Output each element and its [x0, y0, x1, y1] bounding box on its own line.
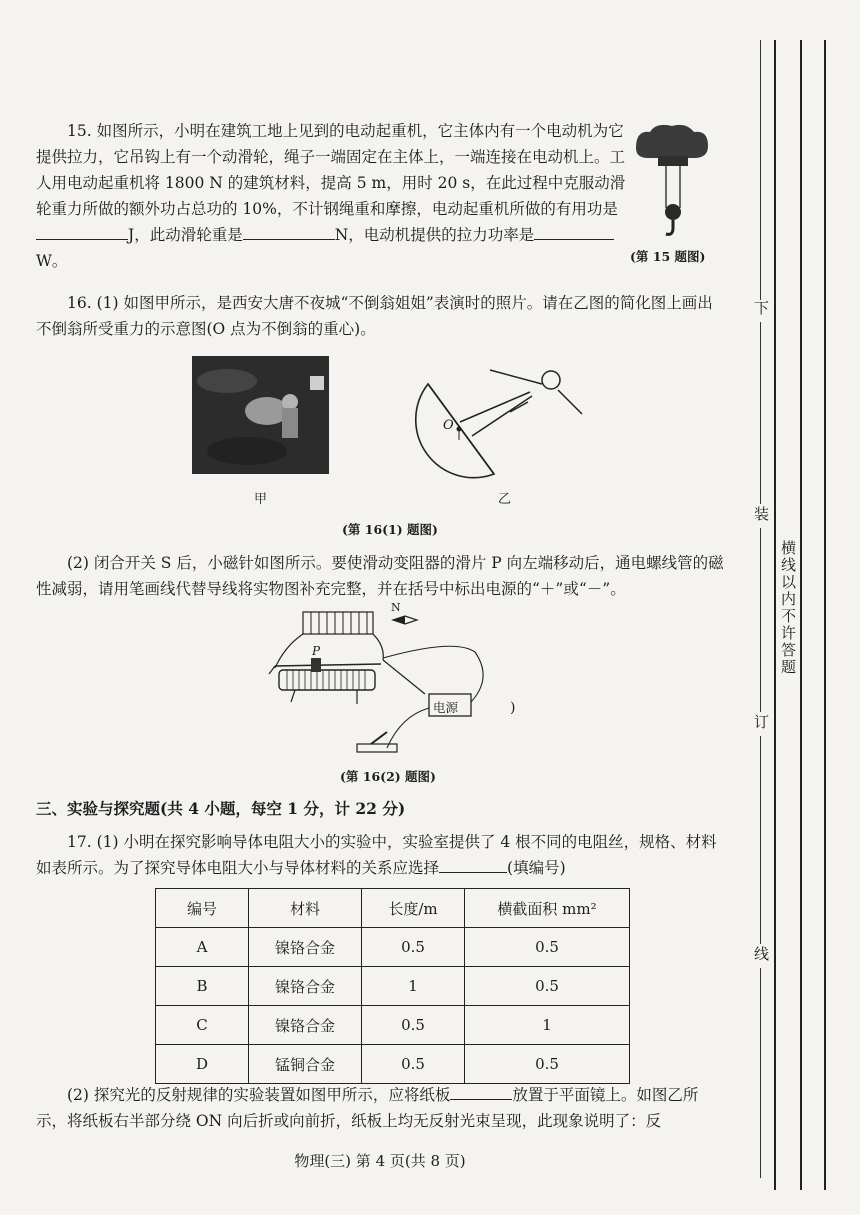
binding-line-lower-mid	[760, 736, 761, 944]
photo-jia	[192, 356, 329, 474]
n-label: N	[391, 601, 401, 614]
q15-text-c: N，电动机提供的拉力功率是	[334, 226, 535, 244]
cell-area: 0.5	[465, 928, 630, 967]
q16-part1-text: 16. (1) 如图甲所示，是西安大唐不夜城“不倒翁姐姐”表演时的照片。请在乙图的简化图上画出不倒翁所受重力的示意图(O 点为不倒翁的重心)。	[36, 294, 713, 338]
p-label: P	[312, 644, 321, 658]
binding-line-bottom	[760, 968, 761, 1178]
q16-2-caption: (第 16(2) 题图)	[340, 769, 436, 784]
margin-rule-2	[800, 40, 802, 1190]
cell-area: 0.5	[465, 967, 630, 1006]
cell-length: 0.5	[362, 1006, 465, 1045]
question-17-part-1	[36, 829, 726, 881]
section-3-heading: 三、实验与探究题(共 4 小题，每空 1 分，计 22 分)	[36, 799, 406, 818]
q15-text-b: J，此动滑轮重是	[128, 226, 243, 244]
q15-caption: (第 15 题图)	[630, 249, 706, 264]
q17-blank-1[interactable]	[439, 858, 507, 873]
margin-xia: 下	[752, 300, 770, 315]
q16-1-caption: (第 16(1) 题图)	[342, 522, 438, 537]
cell-id: D	[156, 1045, 249, 1084]
cell-length: 0.5	[362, 928, 465, 967]
q15-blank-1[interactable]	[36, 225, 128, 240]
margin-xian: 线	[752, 946, 770, 961]
q17-blank-2[interactable]	[450, 1085, 512, 1100]
label-yi: 乙	[498, 492, 512, 507]
circuit-figure	[265, 598, 525, 758]
cell-area: 0.5	[465, 1045, 630, 1084]
cell-material: 镍铬合金	[249, 967, 362, 1006]
tumbler-diagram-yi	[410, 362, 590, 482]
cell-length: 1	[362, 967, 465, 1006]
q17-part2-suffix: 放置于平面镜上。如图乙所示，将纸板右半部分绕 ON 向后折或向前折，纸板上均无反射光束呈现，此现象说明了：反	[36, 1086, 699, 1130]
table-row	[156, 928, 630, 967]
margin-note: 横线以内不许答题	[778, 536, 799, 680]
crane-figure	[628, 120, 718, 240]
page-footer: 物理(三) 第 4 页(共 8 页)	[294, 1152, 466, 1170]
question-16-part-1	[36, 290, 726, 342]
margin-rule-1	[774, 40, 776, 1190]
header-area: 横截面积 mm²	[465, 889, 630, 928]
cell-id: C	[156, 1006, 249, 1045]
label-jia: 甲	[254, 492, 268, 507]
answer-paren: )	[510, 700, 516, 716]
margin-zhuang: 装	[752, 506, 770, 521]
binding-line-mid	[760, 528, 761, 712]
margin-rule-3	[824, 40, 826, 1190]
cell-id: A	[156, 928, 249, 967]
q15-blank-2[interactable]	[243, 225, 335, 240]
q15-text: 15. 如图所示，小明在建筑工地上见到的电动起重机，它主体内有一个电动机为它提供拉力，它吊钩上有一个动滑轮，绳子一端固定在主体上，一端连接在电动机上。工人用电动起重机将 1800 N 的建筑材料，提高 5 m，用时 20 s，在此过程中克服动滑轮重力所做的额外功占总功的 10%，不计钢绳重和摩擦，电动起重机所做的有用功是	[36, 122, 626, 218]
q15-blank-3[interactable]	[534, 225, 614, 240]
table-row	[156, 1006, 630, 1045]
binding-line-upper-mid	[760, 322, 761, 504]
table-header-row	[156, 889, 630, 928]
header-id: 编号	[156, 889, 249, 928]
table-row	[156, 1045, 630, 1084]
q17-part1-suffix: (填编号)	[507, 859, 566, 877]
table-row	[156, 967, 630, 1006]
header-material: 材料	[249, 889, 362, 928]
cell-id: B	[156, 967, 249, 1006]
binding-line-top	[760, 40, 761, 300]
question-16-part-2	[36, 550, 726, 602]
o-label: O	[443, 418, 454, 433]
cell-material: 锰铜合金	[249, 1045, 362, 1084]
q17-part2-text: (2) 探究光的反射规律的实验装置如图甲所示，应将纸板	[67, 1086, 451, 1104]
header-length: 长度/m	[362, 889, 465, 928]
margin-ding: 订	[752, 714, 770, 729]
cell-material: 镍铬合金	[249, 1006, 362, 1045]
cell-material: 镍铬合金	[249, 928, 362, 967]
question-15	[36, 118, 626, 274]
question-17-part-2	[36, 1082, 726, 1134]
q17-part1-text: 17. (1) 小明在探究影响导体电阻大小的实验中，实验室提供了 4 根不同的电阻丝，规格、材料如表所示。为了探究导体电阻大小与导体材料的关系应选择	[36, 833, 717, 877]
cell-area: 1	[465, 1006, 630, 1045]
cell-length: 0.5	[362, 1045, 465, 1084]
power-source-label: 电源	[433, 700, 459, 715]
q15-text-d: W。	[36, 252, 68, 270]
performer-image	[192, 356, 329, 474]
q16-part2-text: (2) 闭合开关 S 后，小磁针如图所示。要使滑动变阻器的滑片 P 向左端移动后，通电螺线管的磁性减弱，请用笔画线代替导线将实物图补充完整，并在括号中标出电源的“＋”或“－”。	[36, 554, 724, 598]
resistance-wire-table	[155, 888, 630, 1084]
